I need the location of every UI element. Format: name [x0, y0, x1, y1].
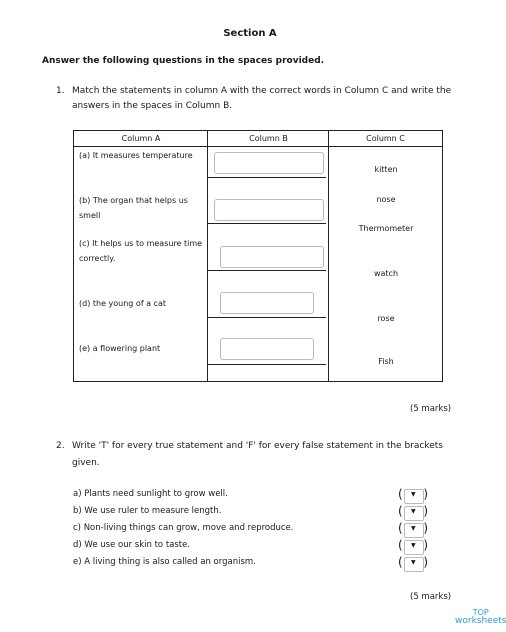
statement-d: d) We use our skin to taste.	[73, 540, 191, 550]
topworksheets-logo	[455, 608, 506, 626]
answer-box-b[interactable]	[214, 199, 324, 221]
bracket-left: (	[398, 504, 403, 518]
marks-label: (5 marks)	[410, 592, 452, 602]
answer-line	[208, 177, 326, 178]
bracket-left: (	[398, 487, 403, 501]
column-c-item: nose	[376, 195, 396, 204]
bracket-left: (	[398, 538, 403, 552]
chevron-down-icon: ▼	[411, 508, 416, 515]
answer-box-d[interactable]	[220, 292, 314, 314]
chevron-down-icon: ▼	[411, 542, 416, 549]
column-divider	[328, 131, 329, 381]
bracket-right: )	[423, 521, 428, 535]
chevron-down-icon: ▼	[411, 491, 416, 498]
tf-dropdown-a[interactable]	[398, 489, 428, 503]
bracket-left: (	[398, 521, 403, 535]
question-number: 2.	[56, 441, 65, 451]
answer-line	[208, 317, 326, 318]
question-text: Write 'T' for every true statement and 'F' for every false statement in the brackets given.	[72, 441, 443, 468]
marks-label: (5 marks)	[410, 404, 452, 414]
bracket-right: )	[423, 487, 428, 501]
question-2	[56, 438, 456, 472]
answer-line	[208, 270, 326, 271]
logo-bottom-text: worksheets	[455, 616, 506, 626]
answer-box-e[interactable]	[220, 338, 314, 360]
tf-dropdown-e[interactable]	[398, 557, 428, 571]
column-a-item: (a) It measures temperature	[79, 151, 193, 160]
bracket-right: )	[423, 555, 428, 569]
answer-line	[208, 364, 326, 365]
statement-e: e) A living thing is also called an organism.	[73, 557, 256, 567]
column-divider	[207, 131, 208, 381]
tf-dropdown-b[interactable]	[398, 506, 428, 520]
column-a-header: Column A	[74, 131, 208, 147]
section-title: Section A	[223, 28, 277, 39]
column-a-item: (e) a flowering plant	[79, 344, 161, 353]
statement-b: b) We use ruler to measure length.	[73, 506, 222, 516]
column-a-item: (d) the young of a cat	[79, 299, 167, 308]
matching-table	[73, 130, 443, 382]
statement-c: c) Non-living things can grow, move and reproduce.	[73, 523, 294, 533]
bracket-right: )	[423, 538, 428, 552]
column-c-item: Thermometer	[358, 224, 414, 233]
question-text: Match the statements in column A with the correct words in Column C and write the answers in the spaces in Column B.	[72, 86, 452, 111]
column-c-header: Column C	[329, 131, 442, 147]
bracket-right: )	[423, 504, 428, 518]
column-a-item: (c) It helps us to measure time correctly.	[79, 239, 203, 263]
answer-box-a[interactable]	[214, 152, 324, 174]
column-c-item: kitten	[374, 165, 398, 174]
column-a-item: (b) The organ that helps us smell	[79, 196, 188, 220]
question-1	[56, 84, 456, 114]
answer-line	[208, 223, 326, 224]
tf-dropdown-d[interactable]	[398, 540, 428, 554]
chevron-down-icon: ▼	[411, 525, 416, 532]
question-number: 1.	[56, 86, 65, 96]
instruction: Answer the following questions in the spaces provided.	[42, 56, 325, 66]
column-c-item: Fish	[378, 357, 394, 366]
statement-a: a) Plants need sunlight to grow well.	[73, 489, 228, 499]
tf-dropdown-c[interactable]	[398, 523, 428, 537]
logo-top-text: TOP	[472, 608, 489, 617]
chevron-down-icon: ▼	[411, 559, 416, 566]
column-c-item: watch	[373, 269, 399, 278]
column-b-header: Column B	[208, 131, 329, 147]
answer-box-c[interactable]	[220, 246, 324, 268]
column-c-item: rose	[377, 314, 395, 323]
bracket-left: (	[398, 555, 403, 569]
